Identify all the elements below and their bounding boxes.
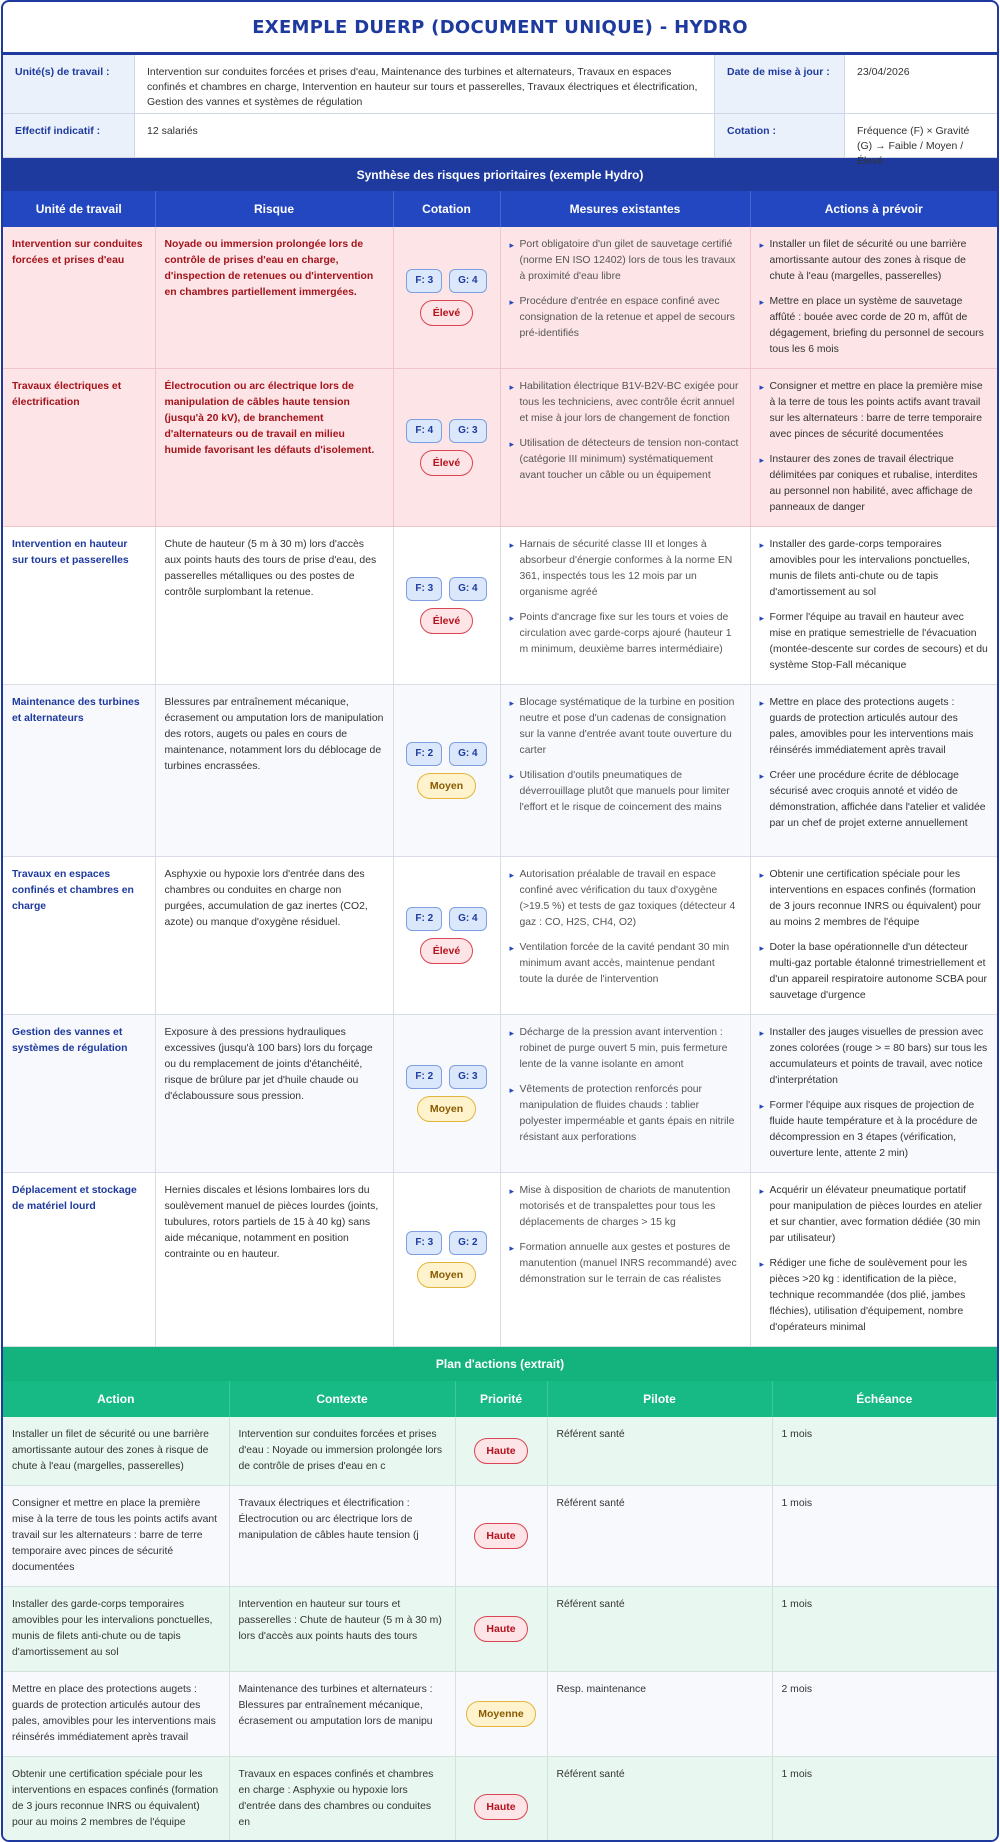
plan-priority (455, 1417, 547, 1486)
risk-unit: Travaux électriques et électrification (3, 369, 155, 527)
action-item: ▸ Obtenir une certification spéciale pour les interventions en espaces confinés (formation de 3 jours reconnue INRS ou équivalent) pour au moins 2 membres de l'équipe (760, 867, 989, 931)
frequency-chip: F: 4 (406, 419, 442, 443)
risk-cotation (393, 227, 500, 369)
plan-pilot: Référent santé (547, 1587, 772, 1672)
frequency-chip: F: 2 (406, 907, 442, 931)
risk-description: Électrocution ou arc électrique lors de manipulation de câbles haute tension (jusqu'à 20 kV), de branchement d'alternateurs ou de travail en milieu humide favorisant les défauts d'isolement. (155, 369, 393, 527)
risk-description: Hernies discales et lésions lombaires lors du soulèvement manuel de pièces lourdes (joints, tubulures, rotors partiels de 15 à 40 kg) sans aide mécanique, notamment en position contrainte ou en hauteur. (155, 1173, 393, 1347)
plan-row (3, 1587, 997, 1672)
risk-cotation (393, 527, 500, 685)
date-label: Date de mise à jour : (715, 55, 845, 114)
plan-context: Travaux en espaces confinés et chambres en charge : Asphyxie ou hypoxie lors d'entrée dans des chambres ou conduites en (229, 1757, 455, 1842)
risk-description: Noyade ou immersion prolongée lors de contrôle de prises d'eau en charge, d'inspection de retenues ou d'intervention en chambres partiellement immergées. (155, 227, 393, 369)
plan-row (3, 1672, 997, 1757)
action-item: ▸ Acquérir un élévateur pneumatique portatif pour manipulation de pièces lourdes en atelier et sur chantier, avec formation dédiée (30 min par utilisateur) (760, 1183, 989, 1247)
plan-pilot: Référent santé (547, 1486, 772, 1587)
priority-badge: Moyenne (466, 1701, 536, 1727)
risk-cotation (393, 685, 500, 857)
action-plan-table (3, 1381, 997, 1842)
action-item: ▸ Instaurer des zones de travail électrique délimitées par coniques et rubalise, interdites au personnel non habilité, avec affichage de panneaux de danger (760, 452, 989, 516)
plan-action: Consigner et mettre en place la première mise à la terre de tous les points actifs avant travail sur les alternateurs : barre de terre temporaire avec pinces de sécurité documentées (3, 1486, 229, 1587)
plan-context: Maintenance des turbines et alternateurs : Blessures par entraînement mécanique, écrasement ou amputation lors de manipu (229, 1672, 455, 1757)
plan-row (3, 1486, 997, 1587)
risk-measures (500, 369, 750, 527)
measure-item: ▸ Vêtements de protection renforcés pour manipulation de fluides chauds : tablier polyester imperméable et gants épais en nitrile résistant aux perforations (510, 1082, 741, 1146)
action-item: ▸ Former l'équipe au travail en hauteur avec mise en pratique semestrielle de l'évacuation (montée-descente sur cordes de secours) et du système Stop-Fall mécanique (760, 610, 989, 674)
measure-item: ▸ Blocage systématique de la turbine en position neutre et pose d'un cadenas de consignation sur la vanne d'entrée avant toute ouverture du carter (510, 695, 741, 759)
action-item: ▸ Former l'équipe aux risques de projection de fluide haute température et à la procédure de décompression en 3 étapes (vérification, ouverture lente, attente 2 min) (760, 1098, 989, 1162)
plan-pilot: Resp. maintenance (547, 1672, 772, 1757)
risk-description: Chute de hauteur (5 m à 30 m) lors d'accès aux points hauts des tours de prise d'eau, des passerelles métalliques ou des postes de contrôle surplombant la retenue. (155, 527, 393, 685)
risks-header-row (3, 191, 997, 227)
gravity-chip: G: 4 (449, 577, 486, 601)
col-header-priority: Priorité (455, 1381, 547, 1417)
measure-item: ▸ Autorisation préalable de travail en espace confiné avec vérification du taux d'oxygène (>19.5 %) et tests de gaz toxiques (détecteur 4 gaz : CO, H2S, CH4, O2) (510, 867, 741, 931)
risk-unit: Gestion des vannes et systèmes de régulation (3, 1015, 155, 1173)
risk-measures (500, 527, 750, 685)
risk-actions (750, 527, 997, 685)
risk-actions (750, 1173, 997, 1347)
priority-badge: Haute (474, 1438, 527, 1464)
unit-label: Unité(s) de travail : (3, 55, 135, 114)
measure-item: ▸ Habilitation électrique B1V-B2V-BC exigée pour tous les techniciens, avec contrôle écrit annuel et mise à jour lors de changement de fonction (510, 379, 741, 427)
col-header-risk: Risque (155, 191, 393, 227)
plan-context: Intervention en hauteur sur tours et passerelles : Chute de hauteur (5 m à 30 m) lors d'accès aux points hauts des tours (229, 1587, 455, 1672)
plan-deadline: 1 mois (772, 1486, 997, 1587)
risk-measures (500, 857, 750, 1015)
risk-unit: Déplacement et stockage de matériel lourd (3, 1173, 155, 1347)
risk-measures (500, 227, 750, 369)
plan-pilot: Référent santé (547, 1757, 772, 1842)
measure-item: ▸ Port obligatoire d'un gilet de sauvetage certifié (norme EN ISO 12402) lors de tous les travaux à proximité d'eau libre (510, 237, 741, 285)
plan-action: Installer un filet de sécurité ou une barrière amortissante autour des zones à risque de chute à l'eau (margelles, passerelles) (3, 1417, 229, 1486)
col-header-cotation: Cotation (393, 191, 500, 227)
plan-priority (455, 1672, 547, 1757)
risk-unit: Maintenance des turbines et alternateurs (3, 685, 155, 857)
plan-deadline: 1 mois (772, 1757, 997, 1842)
action-item: ▸ Mettre en place un système de sauvetage affûté : bouée avec corde de 20 m, affût de dégagement, briefing du personnel de secours tous les 6 mois (760, 294, 989, 358)
risk-row (3, 1015, 997, 1173)
measure-item: ▸ Formation annuelle aux gestes et postures de manutention (manuel INRS recommandé) avec démonstration sur le terrain de cas réalistes (510, 1240, 741, 1288)
measure-item: ▸ Harnais de sécurité classe III et longes à absorbeur d'énergie conformes à la norme EN 361, inspectés tous les 12 mois par un organisme agréé (510, 537, 741, 601)
risk-row (3, 227, 997, 369)
frequency-chip: F: 3 (406, 1231, 442, 1255)
risk-row (3, 527, 997, 685)
risk-measures (500, 1015, 750, 1173)
risk-level-badge: Élevé (420, 938, 473, 964)
risk-unit: Intervention en hauteur sur tours et passerelles (3, 527, 155, 685)
plan-row (3, 1757, 997, 1842)
plan-deadline: 2 mois (772, 1672, 997, 1757)
risk-level-badge: Élevé (420, 608, 473, 634)
risk-unit: Intervention sur conduites forcées et prises d'eau (3, 227, 155, 369)
risk-level-badge: Élevé (420, 450, 473, 476)
gravity-chip: G: 4 (449, 269, 486, 293)
risk-cotation (393, 857, 500, 1015)
risk-actions (750, 369, 997, 527)
action-item: ▸ Installer des jauges visuelles de pression avec zones colorées (rouge > = 80 bars) sur tous les accumulateurs et points de travail, avec notice d'interprétation (760, 1025, 989, 1089)
plan-action: Mettre en place des protections augets : guards de protection articulés autour des pales, amovibles pour les interventions mais réinsérés immédiatement après travail (3, 1672, 229, 1757)
action-item: ▸ Créer une procédure écrite de déblocage sécurisé avec croquis annoté et vidéo de démonstration, affichée dans l'atelier et validée par un chef de projet externe annuellement (760, 768, 989, 832)
plan-row (3, 1417, 997, 1486)
unit-value: Intervention sur conduites forcées et prises d'eau, Maintenance des turbines et alternateurs, Travaux en espaces confinés et chambres en charge, Intervention en hauteur sur tours et passerelles, Travaux électriques et électrification, Gestion des vannes et systèmes de régulation (135, 55, 715, 114)
plan-priority (455, 1486, 547, 1587)
risk-description: Exposure à des pressions hydrauliques excessives (jusqu'à 100 bars) lors du forçage ou du remplacement de joints d'étanchéité, risque de brûlure par jet d'huile chaude ou d'éclaboussure sous pression. (155, 1015, 393, 1173)
frequency-chip: F: 3 (406, 269, 442, 293)
risk-measures (500, 685, 750, 857)
frequency-chip: F: 3 (406, 577, 442, 601)
col-header-pilot: Pilote (547, 1381, 772, 1417)
col-header-context: Contexte (229, 1381, 455, 1417)
risk-cotation (393, 369, 500, 527)
risk-row (3, 1173, 997, 1347)
risk-level-badge: Moyen (417, 1096, 476, 1122)
col-header-action: Action (3, 1381, 229, 1417)
cotation-label: Cotation : (715, 114, 845, 158)
risk-actions (750, 227, 997, 369)
priority-badge: Haute (474, 1523, 527, 1549)
measure-item: ▸ Décharge de la pression avant intervention : robinet de purge ouvert 5 min, puis fermeture lente de la vanne isolante en amont (510, 1025, 741, 1073)
action-item: ▸ Doter la base opérationnelle d'un détecteur multi-gaz portable étalonné trimestriellement et d'un appareil respiratoire autonome SCBA pour sauvetage d'urgence (760, 940, 989, 1004)
risk-row (3, 685, 997, 857)
gravity-chip: G: 3 (449, 1065, 486, 1089)
col-header-measures: Mesures existantes (500, 191, 750, 227)
col-header-unit: Unité de travail (3, 191, 155, 227)
risks-table (3, 191, 997, 1347)
plan-pilot: Référent santé (547, 1417, 772, 1486)
gravity-chip: G: 2 (449, 1231, 486, 1255)
risk-level-badge: Élevé (420, 300, 473, 326)
effectif-label: Effectif indicatif : (3, 114, 135, 158)
measure-item: ▸ Mise à disposition de chariots de manutention motorisés et de transpalettes pour tous les déplacements de charges > 15 kg (510, 1183, 741, 1231)
plan-priority (455, 1757, 547, 1842)
risk-unit: Travaux en espaces confinés et chambres en charge (3, 857, 155, 1015)
measure-item: ▸ Points d'ancrage fixe sur les tours et voies de circulation avec garde-corps ajouré (hauteur 1 m minimum, deuxième barres intermédiaire) (510, 610, 741, 658)
meta-grid (3, 55, 997, 167)
cotation-value: Fréquence (F) × Gravité (G) → Faible / Moyen / Élevé (845, 114, 997, 158)
action-item: ▸ Installer des garde-corps temporaires amovibles pour les intervalions ponctuelles, munis de filets anti-chute ou de tapis d'amortissement au sol (760, 537, 989, 601)
risk-level-badge: Moyen (417, 1262, 476, 1288)
plan-context: Intervention sur conduites forcées et prises d'eau : Noyade ou immersion prolongée lors de contrôle de prises d'eau en c (229, 1417, 455, 1486)
gravity-chip: G: 3 (449, 419, 486, 443)
gravity-chip: G: 4 (449, 742, 486, 766)
plan-priority (455, 1587, 547, 1672)
risk-actions (750, 857, 997, 1015)
measure-item: ▸ Procédure d'entrée en espace confiné avec consignation de la retenue et appel de secours pré-identifiés (510, 294, 741, 342)
col-header-deadline: Échéance (772, 1381, 997, 1417)
measure-item: ▸ Ventilation forcée de la cavité pendant 30 min minimum avant accès, maintenue pendant toute la durée de l'intervention (510, 940, 741, 988)
risk-actions (750, 1015, 997, 1173)
risk-description: Asphyxie ou hypoxie lors d'entrée dans des chambres ou conduites en charge non purgées, accumulation de gaz inertes (CO2, azote) ou manque d'oxygène résiduel. (155, 857, 393, 1015)
risk-row (3, 369, 997, 527)
action-item: ▸ Mettre en place des protections augets : guards de protection articulés autour des pales, amovibles pour les interventions mais réinsérés immédiatement après travail (760, 695, 989, 759)
action-item: ▸ Consigner et mettre en place la première mise à la terre de tous les points actifs avant travail sur les alternateurs : barre de terre temporaire avec pinces de sécurité documentées (760, 379, 989, 443)
measure-item: ▸ Utilisation de détecteurs de tension non-contact (catégorie III minimum) systématiquement avant toucher un câble ou un équipement (510, 436, 741, 484)
risk-description: Blessures par entraînement mécanique, écrasement ou amputation lors de manipulation des rotors, augets ou pales en cours de maintenance, notamment lors du déblocage de turbines encrassées. (155, 685, 393, 857)
risk-cotation (393, 1015, 500, 1173)
effectif-value: 12 salariés (135, 114, 715, 158)
document-title: EXEMPLE DUERP (DOCUMENT UNIQUE) - HYDRO (252, 16, 748, 38)
plan-section-title: Plan d'actions (extrait) (3, 1347, 997, 1381)
risks-section-title: Synthèse des risques prioritaires (exemple Hydro) (3, 158, 997, 191)
risk-level-badge: Moyen (417, 773, 476, 799)
risk-row (3, 857, 997, 1015)
priority-badge: Haute (474, 1794, 527, 1820)
plan-deadline: 1 mois (772, 1417, 997, 1486)
duerp-document (1, 0, 999, 1842)
plan-context: Travaux électriques et électrification : Électrocution ou arc électrique lors de manipulation de câbles haute tension (j (229, 1486, 455, 1587)
risk-cotation (393, 1173, 500, 1347)
action-item: ▸ Rédiger une fiche de soulèvement pour les pièces >20 kg : identification de la pièce, technique recommandée (dos plié, jambes fléchies), utilisation d'équipement, nombre d'opérateurs minimal (760, 1256, 989, 1336)
plan-header-row (3, 1381, 997, 1417)
risk-measures (500, 1173, 750, 1347)
risk-actions (750, 685, 997, 857)
plan-action: Installer des garde-corps temporaires amovibles pour les intervalions ponctuelles, munis de filets anti-chute ou de tapis d'amortissement au sol (3, 1587, 229, 1672)
document-header (3, 2, 997, 55)
col-header-actions: Actions à prévoir (750, 191, 997, 227)
measure-item: ▸ Utilisation d'outils pneumatiques de déverrouillage plutôt que manuels pour limiter l'effort et le risque de coincement des mains (510, 768, 741, 816)
gravity-chip: G: 4 (449, 907, 486, 931)
plan-action: Obtenir une certification spéciale pour les interventions en espaces confinés (formation de 3 jours reconnue INRS ou équivalent) pour au moins 2 membres de l'équipe (3, 1757, 229, 1842)
frequency-chip: F: 2 (406, 742, 442, 766)
action-item: ▸ Installer un filet de sécurité ou une barrière amortissante autour des zones à risque de chute à l'eau (margelles, passerelles) (760, 237, 989, 285)
priority-badge: Haute (474, 1616, 527, 1642)
plan-deadline: 1 mois (772, 1587, 997, 1672)
frequency-chip: F: 2 (406, 1065, 442, 1089)
date-value: 23/04/2026 (845, 55, 997, 114)
